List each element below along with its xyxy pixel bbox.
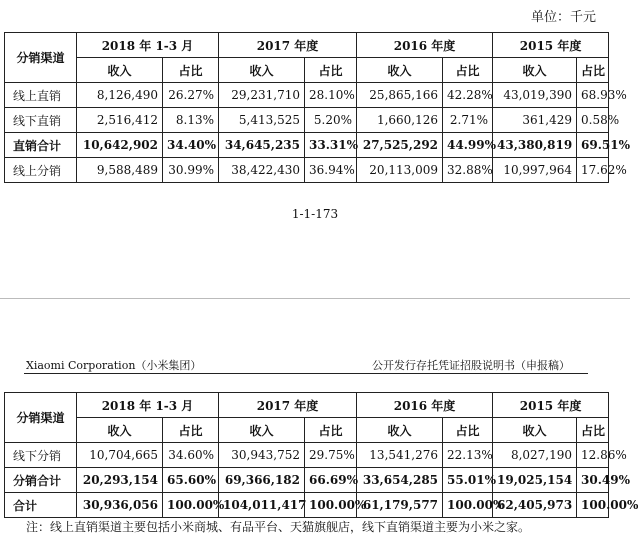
share-cell: 100.00%: [443, 493, 493, 518]
table-row: [5, 468, 609, 493]
revenue-subheader: 收入: [493, 58, 577, 83]
share-cell: 36.94%: [305, 158, 357, 183]
revenue-subheader: 收入: [357, 418, 443, 443]
revenue-cell: 1,660,126: [357, 108, 443, 133]
revenue-subheader: 收入: [77, 58, 163, 83]
share-cell: 34.60%: [163, 443, 219, 468]
revenue-subheader: 收入: [219, 418, 305, 443]
revenue-cell: 19,025,154: [493, 468, 577, 493]
share-cell: 0.58%: [577, 108, 609, 133]
share-cell: 34.40%: [163, 133, 219, 158]
revenue-cell: 5,413,525: [219, 108, 305, 133]
share-cell: 42.28%: [443, 83, 493, 108]
revenue-subheader: 收入: [77, 418, 163, 443]
row-label: 线上分销: [5, 158, 77, 183]
share-cell: 100.00%: [577, 493, 609, 518]
share-cell: 100.00%: [163, 493, 219, 518]
revenue-cell: 43,380,819: [493, 133, 577, 158]
revenue-cell: 29,231,710: [219, 83, 305, 108]
revenue-cell: 34,645,235: [219, 133, 305, 158]
share-cell: 8.13%: [163, 108, 219, 133]
revenue-cell: 20,293,154: [77, 468, 163, 493]
share-cell: 33.31%: [305, 133, 357, 158]
revenue-cell: 104,011,417: [219, 493, 305, 518]
share-subheader: 占比: [163, 58, 219, 83]
row-label: 分销合计: [5, 468, 77, 493]
share-cell: 29.75%: [305, 443, 357, 468]
share-cell: 5.20%: [305, 108, 357, 133]
share-subheader: 占比: [163, 418, 219, 443]
share-cell: 22.13%: [443, 443, 493, 468]
share-cell: 66.69%: [305, 468, 357, 493]
revenue-subheader: 收入: [493, 418, 577, 443]
table-row: [5, 493, 609, 518]
table-row: [5, 108, 609, 133]
revenue-cell: 25,865,166: [357, 83, 443, 108]
period-header: 2016 年度: [357, 393, 493, 418]
row-label: 合计: [5, 493, 77, 518]
share-cell: 69.51%: [577, 133, 609, 158]
share-cell: 100.00%: [305, 493, 357, 518]
share-subheader: 占比: [577, 58, 609, 83]
revenue-cell: 30,936,056: [77, 493, 163, 518]
share-cell: 65.60%: [163, 468, 219, 493]
table-row: [5, 158, 609, 183]
table-row: [5, 133, 609, 158]
revenue-cell: 8,126,490: [77, 83, 163, 108]
revenue-table-part-1: [4, 32, 631, 183]
share-cell: 2.71%: [443, 108, 493, 133]
share-subheader: 占比: [577, 418, 609, 443]
revenue-cell: 10,642,902: [77, 133, 163, 158]
period-header: 2017 年度: [219, 33, 357, 58]
company-header: Xiaomi Corporation（小米集团）: [26, 359, 202, 372]
revenue-cell: 38,422,430: [219, 158, 305, 183]
share-cell: 30.49%: [577, 468, 609, 493]
channel-header: 分销渠道: [5, 393, 77, 443]
table-row: [5, 443, 609, 468]
revenue-subheader: 收入: [219, 58, 305, 83]
share-subheader: 占比: [305, 418, 357, 443]
row-label: 直销合计: [5, 133, 77, 158]
revenue-cell: 10,997,964: [493, 158, 577, 183]
row-label: 线上直销: [5, 83, 77, 108]
header-rule: [24, 373, 588, 374]
revenue-cell: 43,019,390: [493, 83, 577, 108]
revenue-cell: 27,525,292: [357, 133, 443, 158]
share-cell: 28.10%: [305, 83, 357, 108]
revenue-cell: 62,405,973: [493, 493, 577, 518]
period-header: 2015 年度: [493, 33, 609, 58]
revenue-cell: 8,027,190: [493, 443, 577, 468]
period-header: 2017 年度: [219, 393, 357, 418]
table-row: [5, 83, 609, 108]
document-header: 公开发行存托凭证招股说明书（申报稿）: [372, 359, 570, 372]
revenue-cell: 10,704,665: [77, 443, 163, 468]
revenue-cell: 20,113,009: [357, 158, 443, 183]
share-subheader: 占比: [443, 418, 493, 443]
period-header: 2018 年 1-3 月: [77, 393, 219, 418]
revenue-cell: 33,654,285: [357, 468, 443, 493]
unit-label: 单位：千元: [530, 10, 596, 25]
share-cell: 44.99%: [443, 133, 493, 158]
period-header: 2015 年度: [493, 393, 609, 418]
revenue-cell: 9,588,489: [77, 158, 163, 183]
share-subheader: 占比: [443, 58, 493, 83]
share-cell: 12.86%: [577, 443, 609, 468]
revenue-cell: 30,943,752: [219, 443, 305, 468]
revenue-table-part-2: [4, 392, 638, 518]
period-header: 2018 年 1-3 月: [77, 33, 219, 58]
row-label: 线下直销: [5, 108, 77, 133]
share-cell: 26.27%: [163, 83, 219, 108]
page-number: 1-1-173: [291, 207, 339, 221]
revenue-cell: 69,366,182: [219, 468, 305, 493]
revenue-cell: 13,541,276: [357, 443, 443, 468]
channel-header: 分销渠道: [5, 33, 77, 83]
share-subheader: 占比: [305, 58, 357, 83]
share-cell: 68.93%: [577, 83, 609, 108]
share-cell: 30.99%: [163, 158, 219, 183]
footnote: 注：线上直销渠道主要包括小米商城、有品平台、天猫旗舰店，线下直销渠道主要为小米之家。: [26, 520, 531, 534]
row-label: 线下分销: [5, 443, 77, 468]
revenue-cell: 361,429: [493, 108, 577, 133]
share-cell: 32.88%: [443, 158, 493, 183]
revenue-subheader: 收入: [357, 58, 443, 83]
share-cell: 55.01%: [443, 468, 493, 493]
revenue-cell: 2,516,412: [77, 108, 163, 133]
revenue-cell: 61,179,577: [357, 493, 443, 518]
share-cell: 17.62%: [577, 158, 609, 183]
period-header: 2016 年度: [357, 33, 493, 58]
page-divider: [0, 298, 630, 299]
